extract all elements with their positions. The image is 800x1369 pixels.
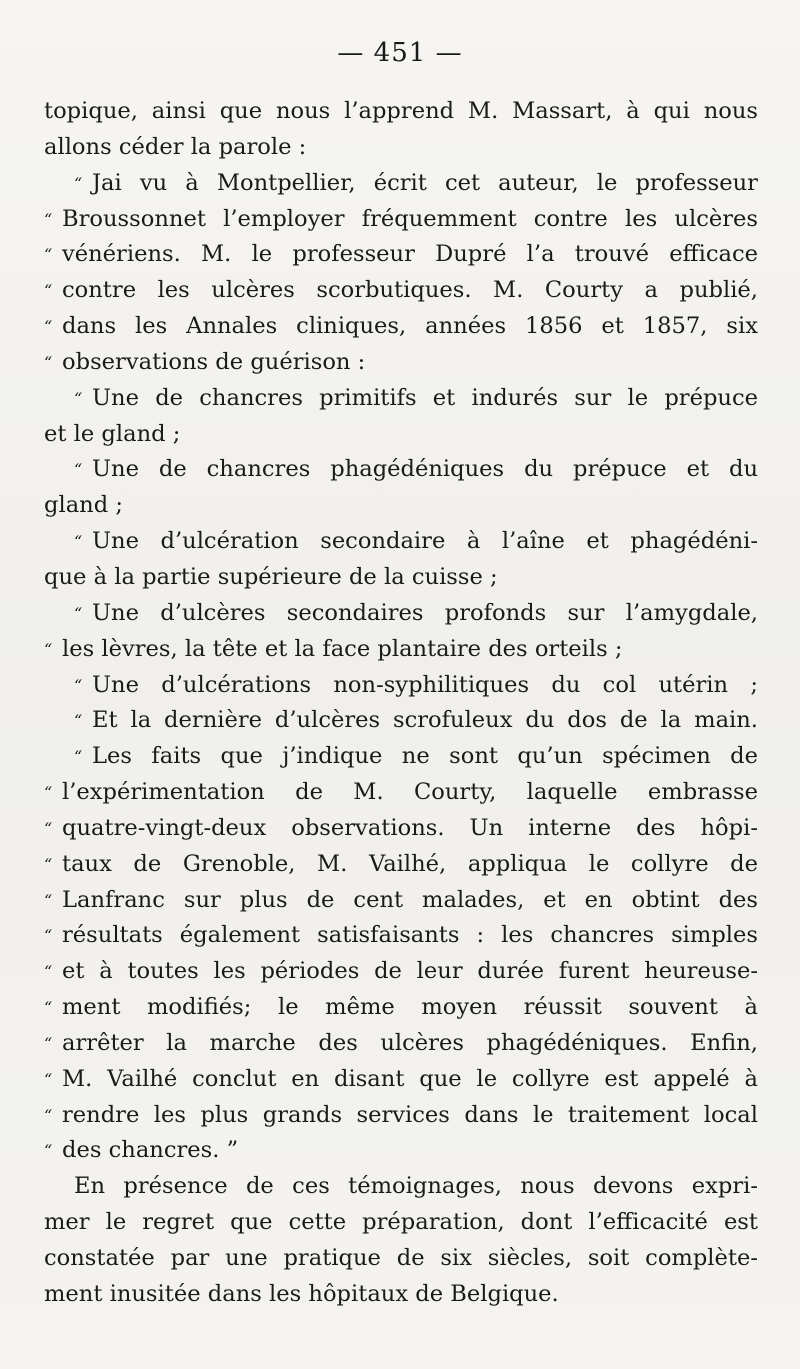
quote-mark: “	[74, 675, 83, 695]
quote-mark: “	[44, 317, 53, 337]
text-line: “ taux de Grenoble, M. Vailhé, appliqua le collyre de	[44, 847, 758, 883]
text-line: “ Une d’ulcération secondaire à l’aîne et phagédéni-	[44, 524, 758, 560]
text-line: “ Les faits que j’indique ne sont qu’un spécimen de	[44, 739, 758, 775]
page-number: — 451 —	[337, 38, 463, 68]
quote-mark: “	[44, 818, 53, 838]
text-line: En présence de ces témoignages, nous devons expri-	[74, 1173, 758, 1200]
text-line: et le gland ;	[44, 420, 181, 447]
text-line: topique, ainsi que nous l’apprend M. Massart, à qui nous	[44, 98, 758, 124]
text-line: “ Jai vu à Montpellier, écrit cet auteur, le professeur	[44, 166, 758, 202]
text-line: “ les lèvres, la tête et la face plantaire des orteils ;	[44, 632, 758, 668]
quote-mark: “	[44, 962, 53, 982]
text-line: “ arrêter la marche des ulcères phagédéniques. Enfin,	[44, 1026, 758, 1062]
text-line: “ M. Vailhé conclut en disant que le collyre est appelé à	[44, 1062, 758, 1098]
quote-mark: “	[74, 460, 83, 480]
body-text	[44, 94, 758, 1313]
text-line: “ l’expérimentation de M. Courty, laquelle embrasse	[44, 775, 758, 811]
text-line: mer le regret que cette préparation, dont l’efficacité est	[44, 1209, 758, 1236]
text-line: “ Lanfranc sur plus de cent malades, et en obtint des	[44, 883, 758, 919]
text-line: “ Broussonnet l’employer fréquemment contre les ulcères	[44, 202, 758, 238]
text-line: “ Une de chancres phagédéniques du prépuce et du	[44, 452, 758, 488]
quote-mark: “	[44, 926, 53, 946]
text-line: “ observations de guérison :	[44, 345, 758, 381]
quote-mark: “	[74, 173, 83, 193]
text-line: “ résultats également satisfaisants : les chancres simples	[44, 918, 758, 954]
text-line: constatée par une pratique de six siècles, soit complète-	[44, 1245, 758, 1271]
text-line: “ des chancres. ”	[44, 1133, 758, 1169]
quote-mark: “	[44, 281, 53, 301]
quote-mark: “	[74, 711, 83, 731]
text-line: “ Une d’ulcérations non-syphilitiques du col utérin ;	[44, 668, 758, 704]
quote-mark: “	[44, 783, 53, 803]
text-line: “ contre les ulcères scorbutiques. M. Courty a publié,	[44, 273, 758, 309]
quote-mark: “	[74, 603, 83, 623]
quote-mark: “	[74, 747, 83, 767]
text-line: ment inusitée dans les hôpitaux de Belgique.	[44, 1280, 559, 1307]
quote-mark: “	[44, 1141, 53, 1161]
text-line: “ Une d’ulcères secondaires profonds sur l’amygdale,	[44, 596, 758, 632]
quote-mark: “	[44, 1033, 53, 1053]
text-line: “ vénériens. M. le professeur Dupré l’a trouvé efficace	[44, 237, 758, 273]
quote-mark: “	[44, 352, 53, 372]
quote-mark: “	[44, 854, 53, 874]
text-line: “ Et la dernière d’ulcères scrofuleux du dos de la main.	[44, 703, 758, 739]
text-line: allons céder la parole :	[44, 133, 307, 160]
text-line: “ rendre les plus grands services dans le traitement local	[44, 1098, 758, 1134]
text-line: “ ment modifiés; le même moyen réussit souvent à	[44, 990, 758, 1026]
quote-mark: “	[74, 532, 83, 552]
quote-mark: “	[44, 639, 53, 659]
quote-mark: “	[44, 245, 53, 265]
text-line: “ Une de chancres primitifs et indurés sur le prépuce	[44, 381, 758, 417]
quote-mark: “	[44, 998, 53, 1018]
quote-mark: “	[44, 1105, 53, 1125]
quote-mark: “	[44, 209, 53, 229]
quote-mark: “	[74, 388, 83, 408]
quote-mark: “	[44, 1069, 53, 1089]
quote-mark: “	[44, 890, 53, 910]
text-line: “ quatre-vingt-deux observations. Un interne des hôpi-	[44, 811, 758, 847]
text-line: que à la partie supérieure de la cuisse ;	[44, 563, 498, 590]
text-line: gland ;	[44, 492, 123, 519]
text-line: “ dans les Annales cliniques, années 1856 et 1857, six	[44, 309, 758, 345]
text-line: “ et à toutes les périodes de leur durée furent heureuse-	[44, 954, 758, 990]
